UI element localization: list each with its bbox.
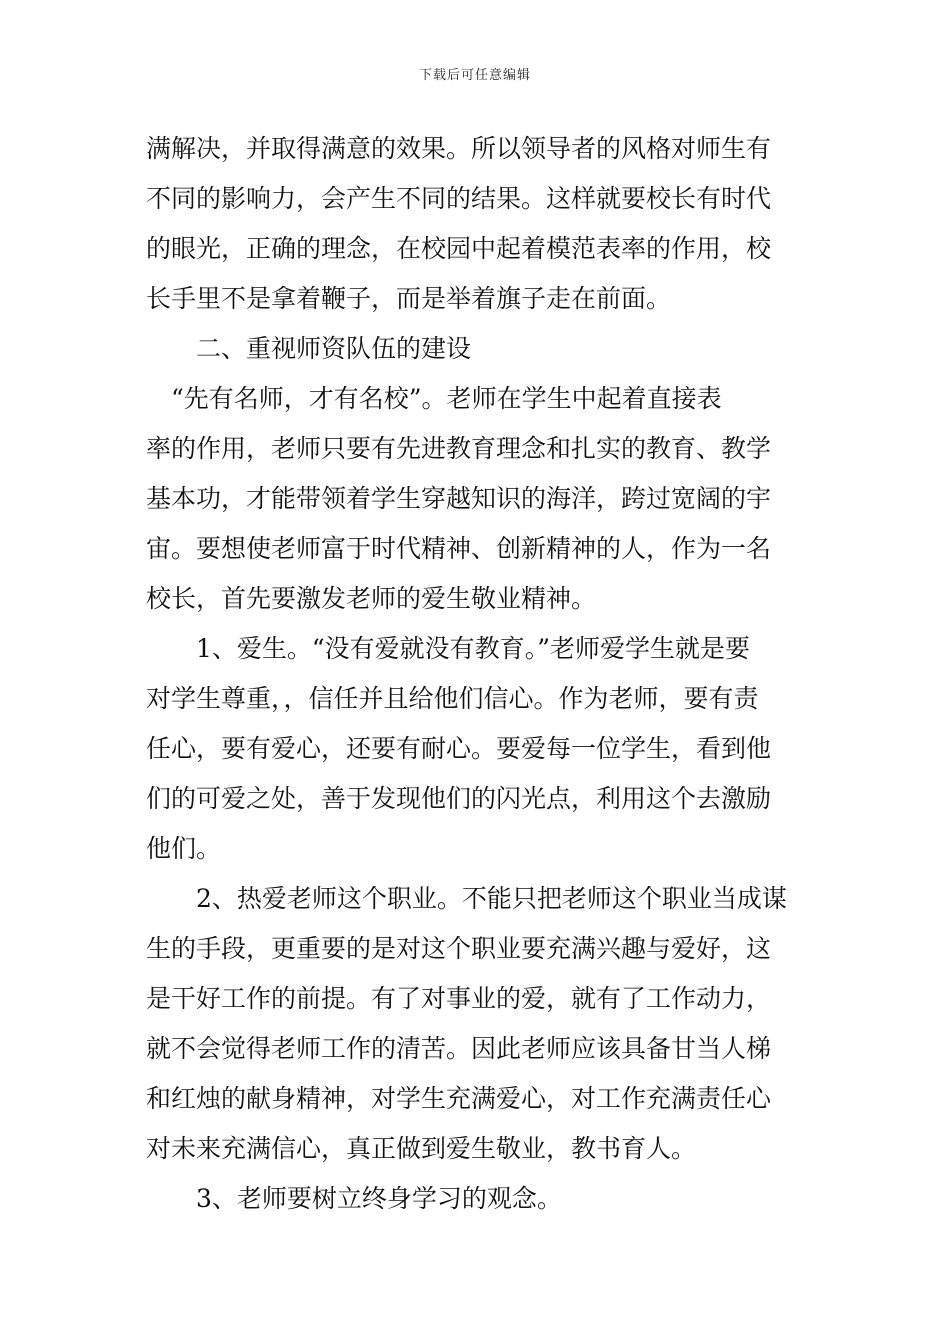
text-line: 的眼光，正确的理念，在校园中起着模范表率的作用，校 — [146, 234, 772, 263]
text-line: 们的可爱之处，善于发现他们的闪光点，利用这个去激励 — [146, 784, 772, 813]
text-line: 对未来充满信心，真正做到爱生敬业，教书育人。 — [146, 1134, 697, 1163]
text-line: 生的手段，更重要的是对这个职业要充满兴趣与爱好，这 — [146, 934, 772, 963]
paragraph-continuation — [146, 124, 808, 324]
text-line: 率的作用，老师只要有先进教育理念和扎实的教育、教学 — [146, 434, 772, 463]
text-line: 是干好工作的前提。有了对事业的爱，就有了工作动力， — [146, 984, 772, 1013]
text-line: 和红烛的献身精神，对学生充满爱心，对工作充满责任心 — [146, 1084, 772, 1113]
section-heading — [146, 324, 808, 374]
text-line: 就不会觉得老师工作的清苦。因此老师应该具备甘当人梯 — [146, 1034, 772, 1063]
paragraph — [146, 624, 808, 874]
page-header-note: 下载后可任意编辑 — [418, 68, 531, 83]
text-line: 任心，要有爱心，还要有耐心。要爱每一位学生，看到他 — [146, 734, 772, 763]
text-line: 2、热爱老师这个职业。不能只把老师这个职业当成谋 — [196, 884, 787, 913]
text-line: 对学生尊重，，信任并且给他们信心。作为老师，要有责 — [146, 684, 759, 713]
text-line: 3、老师要树立终身学习的观念。 — [196, 1184, 562, 1213]
paragraph — [146, 1174, 808, 1224]
text-line: 满解决，并取得满意的效果。所以领导者的风格对师生有 — [146, 134, 772, 163]
text-line: 校长，首先要激发老师的爱生敬业精神。 — [146, 584, 597, 613]
text-line: 长手里不是拿着鞭子，而是举着旗子走在前面。 — [146, 284, 672, 313]
text-line: “先有名师，才有名校”。老师在学生中起着直接表 — [171, 384, 722, 413]
text-line: 不同的影响力，会产生不同的结果。这样就要校长有时代 — [146, 184, 772, 213]
text-line: 宙。要想使老师富于时代精神、创新精神的人，作为一名 — [146, 534, 772, 563]
text-line: 他们。 — [146, 834, 222, 863]
document-body — [146, 124, 808, 1224]
paragraph — [146, 874, 808, 1174]
text-line: 1、爱生。“没有爱就没有教育。”老师爱学生就是要 — [196, 634, 750, 663]
paragraph — [146, 374, 808, 624]
heading-line: 二、重视师资队伍的建设 — [196, 334, 472, 363]
text-line: 基本功，才能带领着学生穿越知识的海洋，跨过宽阔的宇 — [146, 484, 772, 513]
